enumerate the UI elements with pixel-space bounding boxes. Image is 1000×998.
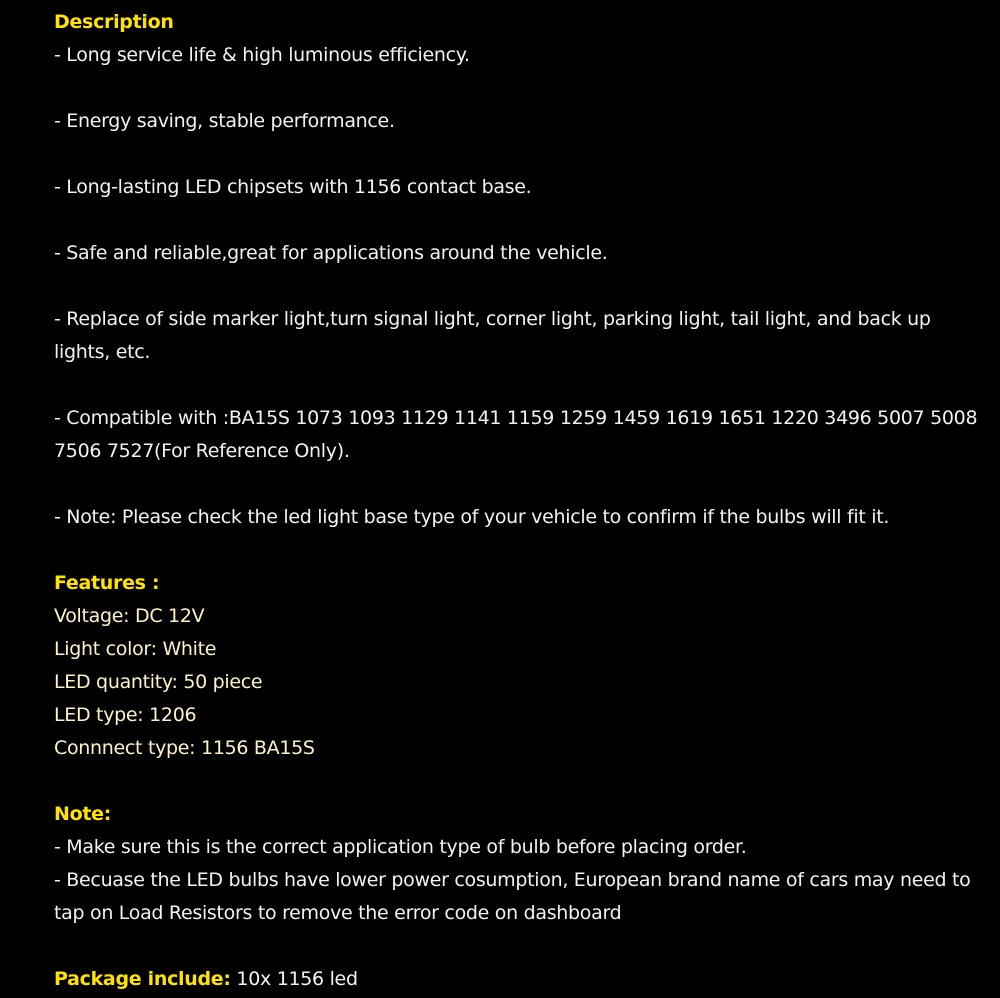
- spacer: [54, 72, 954, 105]
- description-line: - Long service life & high luminous efficiency.: [54, 44, 470, 66]
- spacer: [54, 534, 954, 567]
- features-heading: Features :: [54, 572, 160, 594]
- description-heading: Description: [54, 11, 174, 33]
- note-line: - Becuase the LED bulbs have lower power cosumption, European brand name of cars may need to: [54, 869, 971, 891]
- description-line: - Long-lasting LED chipsets with 1156 contact base.: [54, 176, 532, 198]
- feature-line: Voltage: DC 12V: [54, 605, 205, 627]
- note-line: tap on Load Resistors to remove the error code on dashboard: [54, 902, 622, 924]
- description-line: - Safe and reliable,great for applications around the vehicle.: [54, 242, 608, 264]
- spacer: [54, 138, 954, 171]
- feature-line: Connnect type: 1156 BA15S: [54, 737, 315, 759]
- product-description: [54, 6, 978, 996]
- description-line: - Energy saving, stable performance.: [54, 110, 395, 132]
- spacer: [54, 765, 954, 798]
- spacer: [54, 270, 954, 303]
- package-value: 10x 1156 led: [230, 968, 358, 990]
- description-line: lights, etc.: [54, 341, 151, 363]
- package-label: Package include:: [54, 968, 231, 990]
- spacer: [54, 204, 954, 237]
- note-heading: Note:: [54, 803, 112, 825]
- spacer: [54, 930, 954, 963]
- feature-line: LED quantity: 50 piece: [54, 671, 263, 693]
- description-line: - Note: Please check the led light base type of your vehicle to confirm if the bulbs will fit it.: [54, 506, 890, 528]
- description-line: 7506 7527(For Reference Only).: [54, 440, 350, 462]
- description-line: - Replace of side marker light,turn signal light, corner light, parking light, tail light, and back up: [54, 308, 931, 330]
- spacer: [54, 369, 954, 402]
- note-line: - Make sure this is the correct application type of bulb before placing order.: [54, 836, 747, 858]
- spacer: [54, 468, 954, 501]
- description-line: - Compatible with :BA15S 1073 1093 1129 1141 1159 1259 1459 1619 1651 1220 3496 5007 5008: [54, 407, 978, 429]
- package-include: [54, 963, 954, 996]
- feature-line: LED type: 1206: [54, 704, 197, 726]
- feature-line: Light color: White: [54, 638, 217, 660]
